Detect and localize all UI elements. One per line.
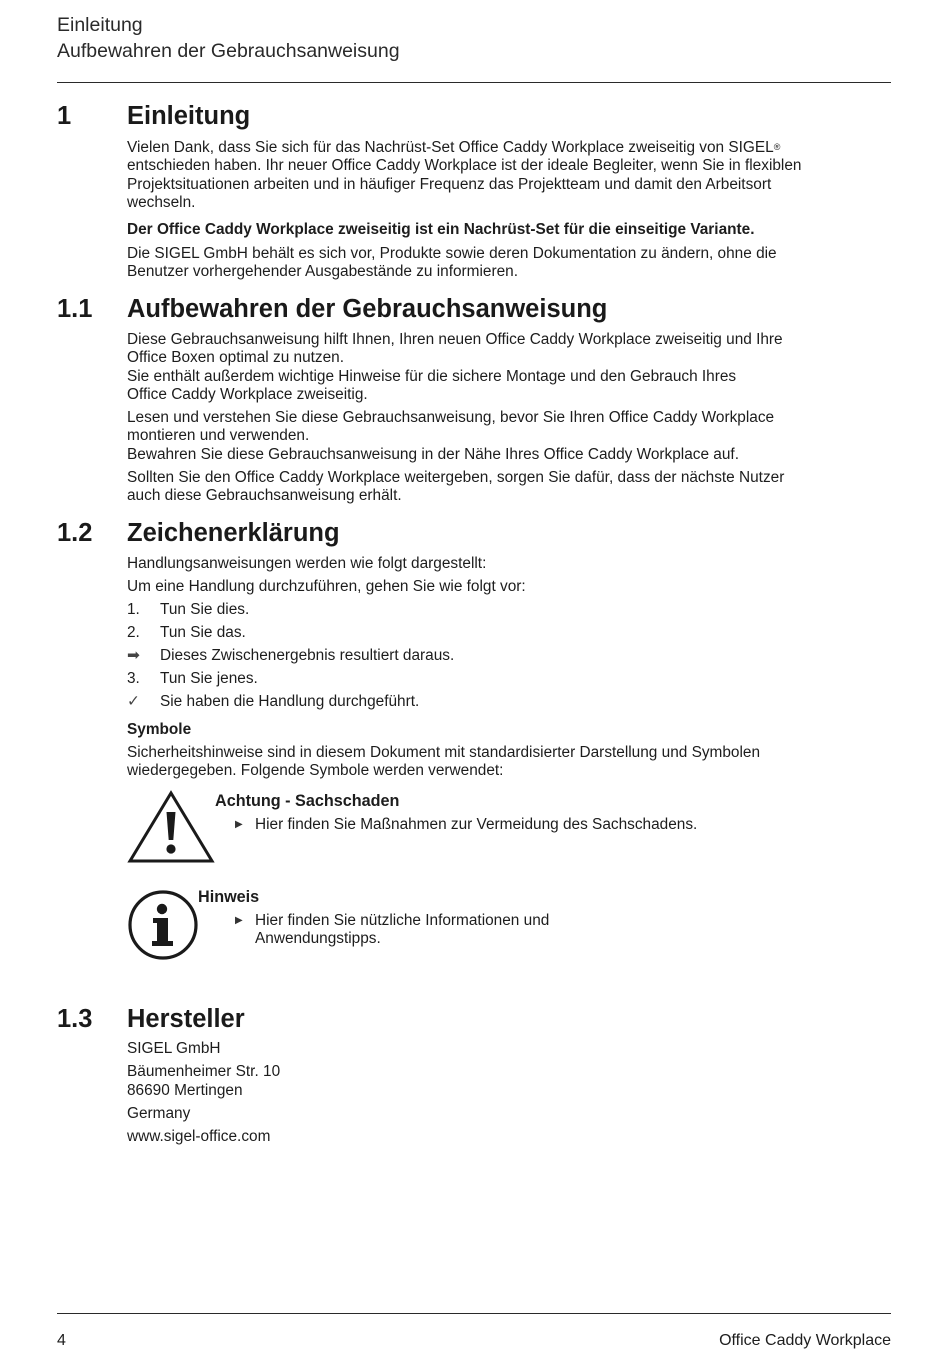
- section-number: 1: [57, 102, 72, 130]
- step-text: Sie haben die Handlung durchgeführt.: [160, 693, 420, 710]
- intro-line: Projektsituationen arbeiten und in häufiger Frequenz das Projektteam und damit den Arbeitsort: [127, 175, 772, 193]
- website-link[interactable]: www.sigel-office.com: [127, 1128, 271, 1145]
- page-number: 4: [57, 1332, 66, 1349]
- section-title: Hersteller: [127, 1005, 245, 1033]
- info-circle-icon: [127, 889, 199, 961]
- step-text: Tun Sie jenes.: [160, 670, 258, 687]
- paragraph-line: Sicherheitshinweise sind in diesem Dokument mit standardisierter Darstellung und Symbolen: [127, 744, 761, 761]
- step-text: Dieses Zwischenergebnis resultiert daraus.: [160, 647, 455, 664]
- hint-bullet-text: Anwendungstipps.: [255, 930, 381, 948]
- step-text: Tun Sie dies.: [160, 601, 250, 618]
- paragraph-line: Office Boxen optimal zu nutzen.: [127, 349, 345, 367]
- paragraph-line: Office Caddy Workplace zweiseitig.: [127, 386, 368, 404]
- symbols-paragraph: [127, 744, 892, 781]
- storage-paragraph-1: [127, 331, 892, 405]
- step-marker: 2.: [127, 624, 140, 641]
- section-title: Zeichenerklärung: [127, 519, 340, 547]
- intro-line: wechseln.: [127, 194, 196, 212]
- section-title: Einleitung: [127, 102, 251, 130]
- hint-title: Hinweis: [198, 888, 260, 906]
- paragraph-line: auch diese Gebrauchsanweisung erhält.: [127, 487, 402, 505]
- address-country: Germany: [127, 1105, 191, 1122]
- header-section: Aufbewahren der Gebrauchsanweisung: [57, 40, 400, 62]
- paragraph-line: Sollten Sie den Office Caddy Workplace weitergeben, sorgen Sie dafür, dass der nächste Nutzer: [127, 469, 785, 486]
- intro-paragraph: [127, 138, 892, 213]
- intro-line: entschieden haben. Ihr neuer Office Caddy Workplace ist der ideale Begleiter, wenn Sie in flexiblen: [127, 157, 802, 175]
- section-number: 1.1: [57, 295, 93, 323]
- section-number: 1.2: [57, 519, 93, 547]
- paragraph-line: Diese Gebrauchsanweisung hilft Ihnen, Ihren neuen Office Caddy Workplace zweiseitig und Ihre: [127, 331, 783, 348]
- footer-doc-title: Office Caddy Workplace: [719, 1332, 891, 1349]
- caret-right-icon: ▶: [235, 915, 243, 926]
- footer-rule: [57, 1313, 891, 1314]
- running-header: [57, 12, 400, 64]
- header-chapter: Einleitung: [57, 14, 143, 36]
- disclaimer-line: Benutzer vorhergehender Ausgabestände zu informieren.: [127, 263, 519, 281]
- storage-paragraph-2: [127, 409, 892, 464]
- storage-paragraph-3: [127, 469, 892, 506]
- paragraph-line: Lesen und verstehen Sie diese Gebrauchsanweisung, bevor Sie Ihren Office Caddy Workplace: [127, 409, 775, 426]
- company-name: SIGEL GmbH: [127, 1040, 221, 1057]
- instructions-lead: Um eine Handlung durchzuführen, gehen Sie wie folgt vor:: [127, 578, 526, 595]
- warning-triangle-icon: [127, 790, 215, 864]
- paragraph-line: Bewahren Sie diese Gebrauchsanweisung in der Nähe Ihres Office Caddy Workplace auf.: [127, 445, 739, 463]
- step-marker: 1.: [127, 601, 140, 618]
- address-city: 86690 Mertingen: [127, 1082, 243, 1099]
- disclaimer-paragraph: [127, 245, 892, 282]
- checkmark-icon: ✓: [127, 693, 140, 710]
- step-marker: 3.: [127, 670, 140, 687]
- warning-bullet-text: Hier finden Sie Maßnahmen zur Vermeidung des Sachschadens.: [255, 816, 698, 833]
- bold-note: Der Office Caddy Workplace zweiseitig ist ein Nachrüst-Set für die einseitige Variante.: [127, 221, 755, 238]
- step-text: Tun Sie das.: [160, 624, 246, 641]
- caret-right-icon: ▶: [235, 819, 243, 830]
- hint-bullet-text: Hier finden Sie nützliche Informationen und: [255, 912, 550, 929]
- disclaimer-line: Die SIGEL GmbH behält es sich vor, Produkte sowie deren Dokumentation zu ändern, ohne die: [127, 245, 777, 262]
- warning-title: Achtung - Sachschaden: [215, 792, 400, 810]
- paragraph-line: Sie enthält außerdem wichtige Hinweise für die sichere Montage und den Gebrauch Ihres: [127, 367, 737, 385]
- header-rule: [57, 82, 891, 83]
- paragraph-line: montieren und verwenden.: [127, 427, 310, 445]
- registered-mark: ®: [773, 142, 781, 152]
- section-number: 1.3: [57, 1005, 93, 1033]
- instructions-intro: Handlungsanweisungen werden wie folgt dargestellt:: [127, 555, 487, 572]
- intro-line: Vielen Dank, dass Sie sich für das Nachrüst-Set Office Caddy Workplace zweiseitig von SIGEL: [127, 139, 774, 156]
- paragraph-line: wiedergegeben. Folgende Symbole werden verwendet:: [127, 762, 504, 780]
- symbols-heading: Symbole: [127, 721, 192, 738]
- address-street: Bäumenheimer Str. 10: [127, 1063, 281, 1080]
- arrow-right-icon: ➡: [127, 647, 140, 664]
- section-title: Aufbewahren der Gebrauchsanweisung: [127, 295, 608, 323]
